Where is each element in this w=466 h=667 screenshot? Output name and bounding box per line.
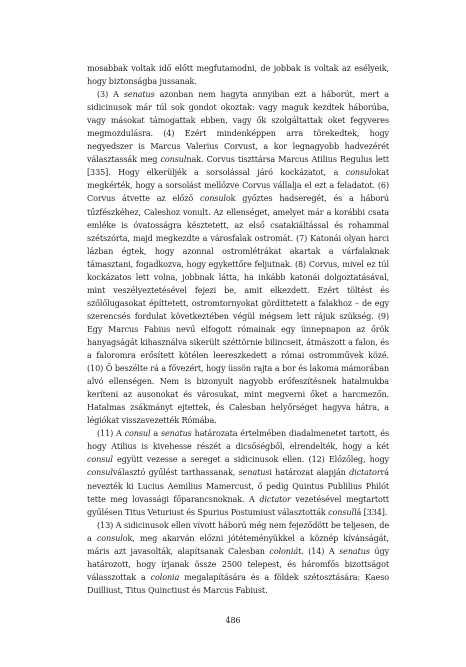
paragraph-2 bbox=[87, 88, 389, 427]
text-run: (11) A bbox=[97, 428, 125, 439]
text-run: azonban nem hagyta annyiban ezt a háborút, mert a sidicinusok már túl sok gondot okoztak: vagy maguk kezdtek háborúba, vagy másokat támogattak ebben, vagy ők szolgáltattak oket fegyveres megmozdulásra. (4) Ezért mindenképpen arra törekedtek, hogy negyedszer is Marcus Valerius Corvust, a kor legnagyobb hadvezérét választassák meg bbox=[87, 89, 389, 165]
italic-term: consul bbox=[200, 193, 226, 204]
text-run: (13) A sidicinusok ellen vívott háború még nem fejeződött be teljesen, de a bbox=[87, 519, 389, 543]
paragraph-4 bbox=[87, 519, 389, 597]
paragraph-3 bbox=[87, 427, 389, 518]
text-run: a bbox=[150, 428, 161, 439]
text-run: vezetésével megtartott gyűlésen Titus Veturiust és Spurius Postumiust választották bbox=[87, 493, 390, 517]
italic-term: senatus bbox=[238, 467, 270, 478]
italic-term: senatus bbox=[160, 428, 192, 439]
text-run: okat megkérték, hogy a sorsolást mellőzve Corvus vállalja el ezt a feladatot. (6) Corvus átvette az előző bbox=[87, 167, 389, 204]
text-run: ok, meg akarván előzni jótéteményükkel a köznép kívánságát, máris azt javasolták, alapítsanak Calesban bbox=[87, 532, 389, 556]
page-number: 486 bbox=[225, 616, 241, 625]
italic-term: senatus bbox=[339, 545, 370, 556]
italic-term: consul bbox=[87, 454, 113, 465]
italic-term: colonia bbox=[150, 571, 180, 582]
italic-term: consul bbox=[160, 154, 187, 165]
text-run: i határozat alapján bbox=[269, 467, 350, 478]
italic-term: consul bbox=[124, 428, 151, 439]
italic-term: dictator bbox=[259, 493, 291, 504]
text-run: mosabbak voltak idő előtt megfutamodni, de jobbak is voltak az esélyeik, hogy biztonságba jussanak. bbox=[87, 63, 389, 87]
text-run: választó gyűlést tarthassanak, bbox=[112, 467, 239, 478]
italic-term: consul bbox=[345, 167, 372, 178]
text-run: lá [334]. bbox=[354, 506, 388, 517]
text-run: ok győztes hadseregét, és a háború tűzfészkéhez, Caleshoz vonult. Az ellenséget, amelyet már a korábbi csata emléke is óvatosságra késztetett, az első csatakiáltással és rohammal szétszórta, majd megkezdte a városfalak ostromát. (7) Katonái olyan harci lázban égtek, hogy azonnal ostromlétrákat akartak a várfalaknak támasztani, fogadkozva, hogy egykettőre feljutnak. (8) Corvus, mivel ez túl kockázatos lett volna, jobbnak látta, ha inkább katonái dolgoztatásával, mint veszélyeztetésével fejezi be, amit elkezdett. Ezért töltést és szőlőlugasokat építtetett, ostromtornyokat gördíttetett a falakhoz – de egy szerencsés fordulat következtében végül mégsem lett rájuk szükség. (9) Egy Marcus Fabius nevű elfogott rómainak egy ünnepnapon az őrök hanyagságát kihasználva sikerült széttörnie bilincseit, átmászott a falon, és a faloromra erősített kötélen leereszkedett a római ostromművek közé. (10) Ő beszélte rá a fővezért, hogy üssön rajta a bor és lakoma mámorában alvó ellenségen. Nem is bizonyult nagyobb erőfeszítésnek hatalmukba keríteni az ausonokat és városukat, mint megverni őket a harcmezőn. Hatalmas zsákmányt ejtettek, és Calesban helyőrséget hagyva hátra, a légiókat visszavezették Rómába. bbox=[87, 193, 390, 426]
text-run: együtt vezesse a sereget a sidicinusok ellen. (12) Előzőleg, hogy bbox=[112, 454, 389, 465]
italic-term: consul bbox=[96, 532, 123, 543]
text-run: megalapítására és a földek szétosztására: Kaeso Duilliust, Titus Quinctiust és Marcus Fabiust. bbox=[87, 571, 389, 595]
text-run: (3) A bbox=[97, 89, 124, 100]
italic-term: senatus bbox=[123, 89, 155, 100]
italic-term: coloniá bbox=[269, 545, 299, 556]
text-run: rá nevezték ki Lucius Aemilius Mamercust, ő pedig Quintus Publilius Philót tette meg lovassági főparancsnoknak. A bbox=[87, 467, 389, 504]
page-body bbox=[87, 62, 389, 597]
text-run: úgy határozott, hogy írjanak össze 2500 telepest, és háromfős bizottságot válasszottak a bbox=[87, 545, 390, 582]
text-run: határozata értelmében diadalmenetet tartott, és hogy Atilius is kivehesse részét a dicsőségből, elrendelték, hogy a két bbox=[87, 428, 389, 452]
italic-term: consul bbox=[87, 467, 113, 478]
text-run: t. (14) A bbox=[298, 545, 340, 556]
italic-term: consul bbox=[328, 506, 354, 517]
text-run: nak. Corvus tiszttársa Marcus Atilius Regulus lett [335]. Hogy elkerüljék a sorsolással járó kockázatot, a bbox=[87, 154, 389, 178]
paragraph-1 bbox=[87, 62, 389, 88]
italic-term: dictator bbox=[349, 467, 381, 478]
